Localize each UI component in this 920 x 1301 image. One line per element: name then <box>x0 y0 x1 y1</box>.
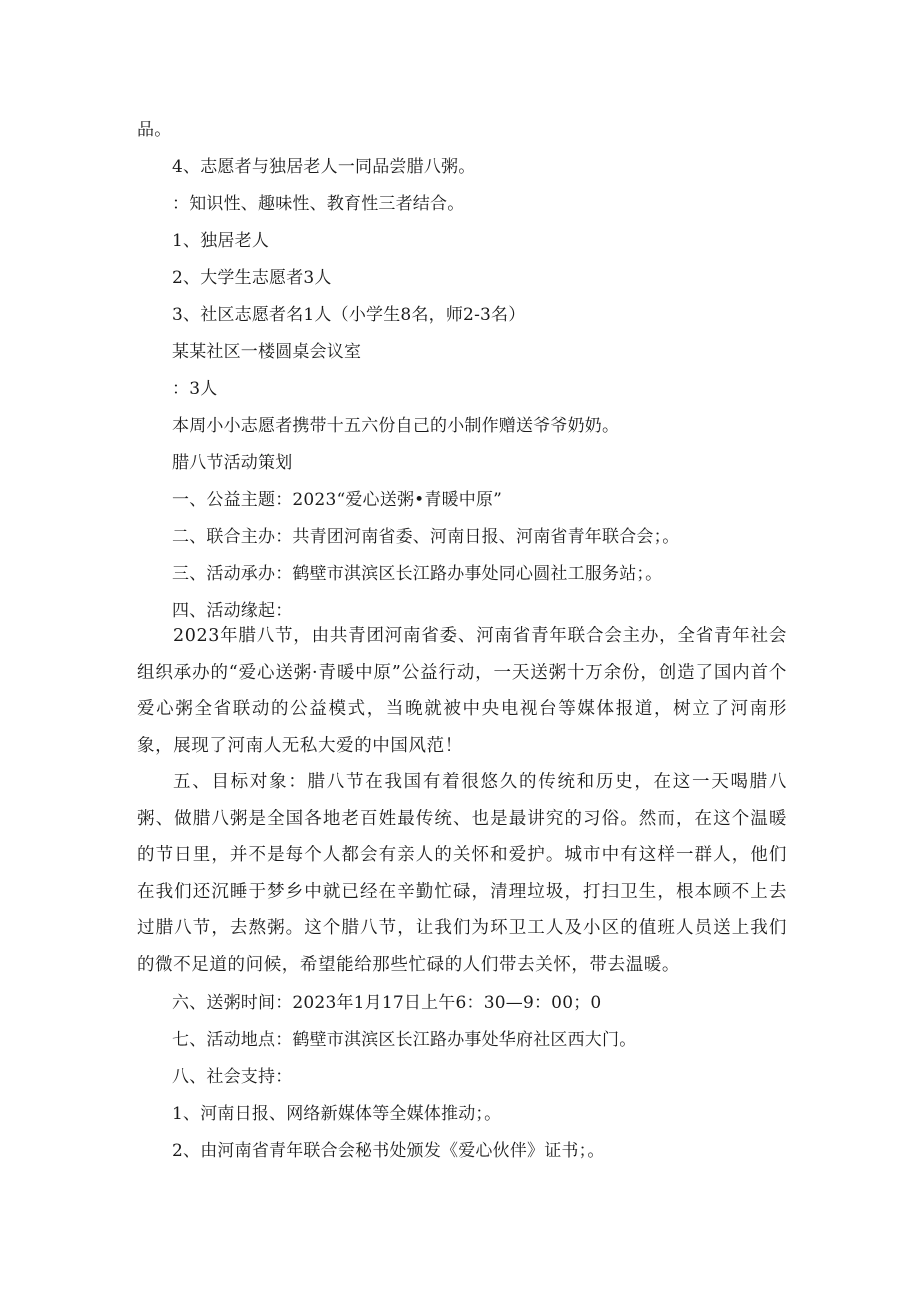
paragraph-origin: 2023年腊八节，由共青团河南省委、河南省青年联合会主办，全省青年社会组织承办的“爱心送粥·青暖中原”公益行动，一天送粥十万余份，创造了国内首个爱心粥全省联动的公益模式，当晚就被中央电视台等媒体报道，树立了河南形象，展现了河南人无私大爱的中国风范！ <box>137 626 787 756</box>
text-line-activity-4: 4、志愿者与独居老人一同品尝腊八粥。 <box>172 157 476 177</box>
text-line-place: 七、活动地点：鹤壁市淇滨区长江路办事处华府社区西大门。 <box>172 1030 637 1050</box>
text-line-undertaker: 三、活动承办：鹤壁市淇滨区长江路办事处同心圆社工服务站；。 <box>172 564 663 584</box>
text-line-time: 六、送粥时间：2023年1月17日上午6：30—9：00；0 <box>172 993 602 1013</box>
text-line-participant-1: 1、独居老人 <box>172 231 270 251</box>
text-line-support-heading: 八、社会支持： <box>172 1067 293 1087</box>
paragraph-target: 五、目标对象：腊八节在我国有着很悠久的传统和历史，在这一天喝腊八粥、做腊八粥是全国各地老百姓最传统、也是最讲究的习俗。然而，在这个温暖的节日里，并不是每个人都会有亲人的关怀和爱护。城市中有这样一群人，他们在我们还沉睡于梦乡中就已经在辛勤忙碌，清理垃圾，打扫卫生，根本顾不上去过腊八节，去熬粥。这个腊八节，让我们为环卫工人及小区的值班人员送上我们的微不足道的问候，希望能给那些忙碌的人们带去关怀，带去温暖。 <box>137 772 787 975</box>
text-line-theme: 一、公益主题：2023“爱心送粥•青暖中原” <box>172 490 503 510</box>
text-line-origin-heading: 四、活动缘起： <box>172 601 293 621</box>
section-title: 腊八节活动策划 <box>172 453 293 473</box>
text-line-organizers: 二、联合主办：共青团河南省委、河南日报、河南省青年联合会；。 <box>172 527 680 547</box>
text-line-features: ：知识性、趣味性、教育性三者结合。 <box>172 194 465 214</box>
text-line-support-1: 1、河南日报、网络新媒体等全媒体推动；。 <box>172 1104 502 1124</box>
text-line-participant-2: 2、大学生志愿者3人 <box>172 268 332 288</box>
text-line-count: ：3人 <box>172 379 218 399</box>
text-line-support-2: 2、由河南省青年联合会秘书处颁发《爱心伙伴》证书；。 <box>172 1141 605 1161</box>
text-line-participant-3: 3、社区志愿者名1人（小学生8名，师2-3名） <box>172 305 526 325</box>
text-line-continuation: 品。 <box>137 120 172 140</box>
text-line-location: 某某社区一楼圆桌会议室 <box>172 342 362 362</box>
text-line-gift: 本周小小志愿者携带十五六份自己的小制作赠送爷爷奶奶。 <box>172 416 620 436</box>
